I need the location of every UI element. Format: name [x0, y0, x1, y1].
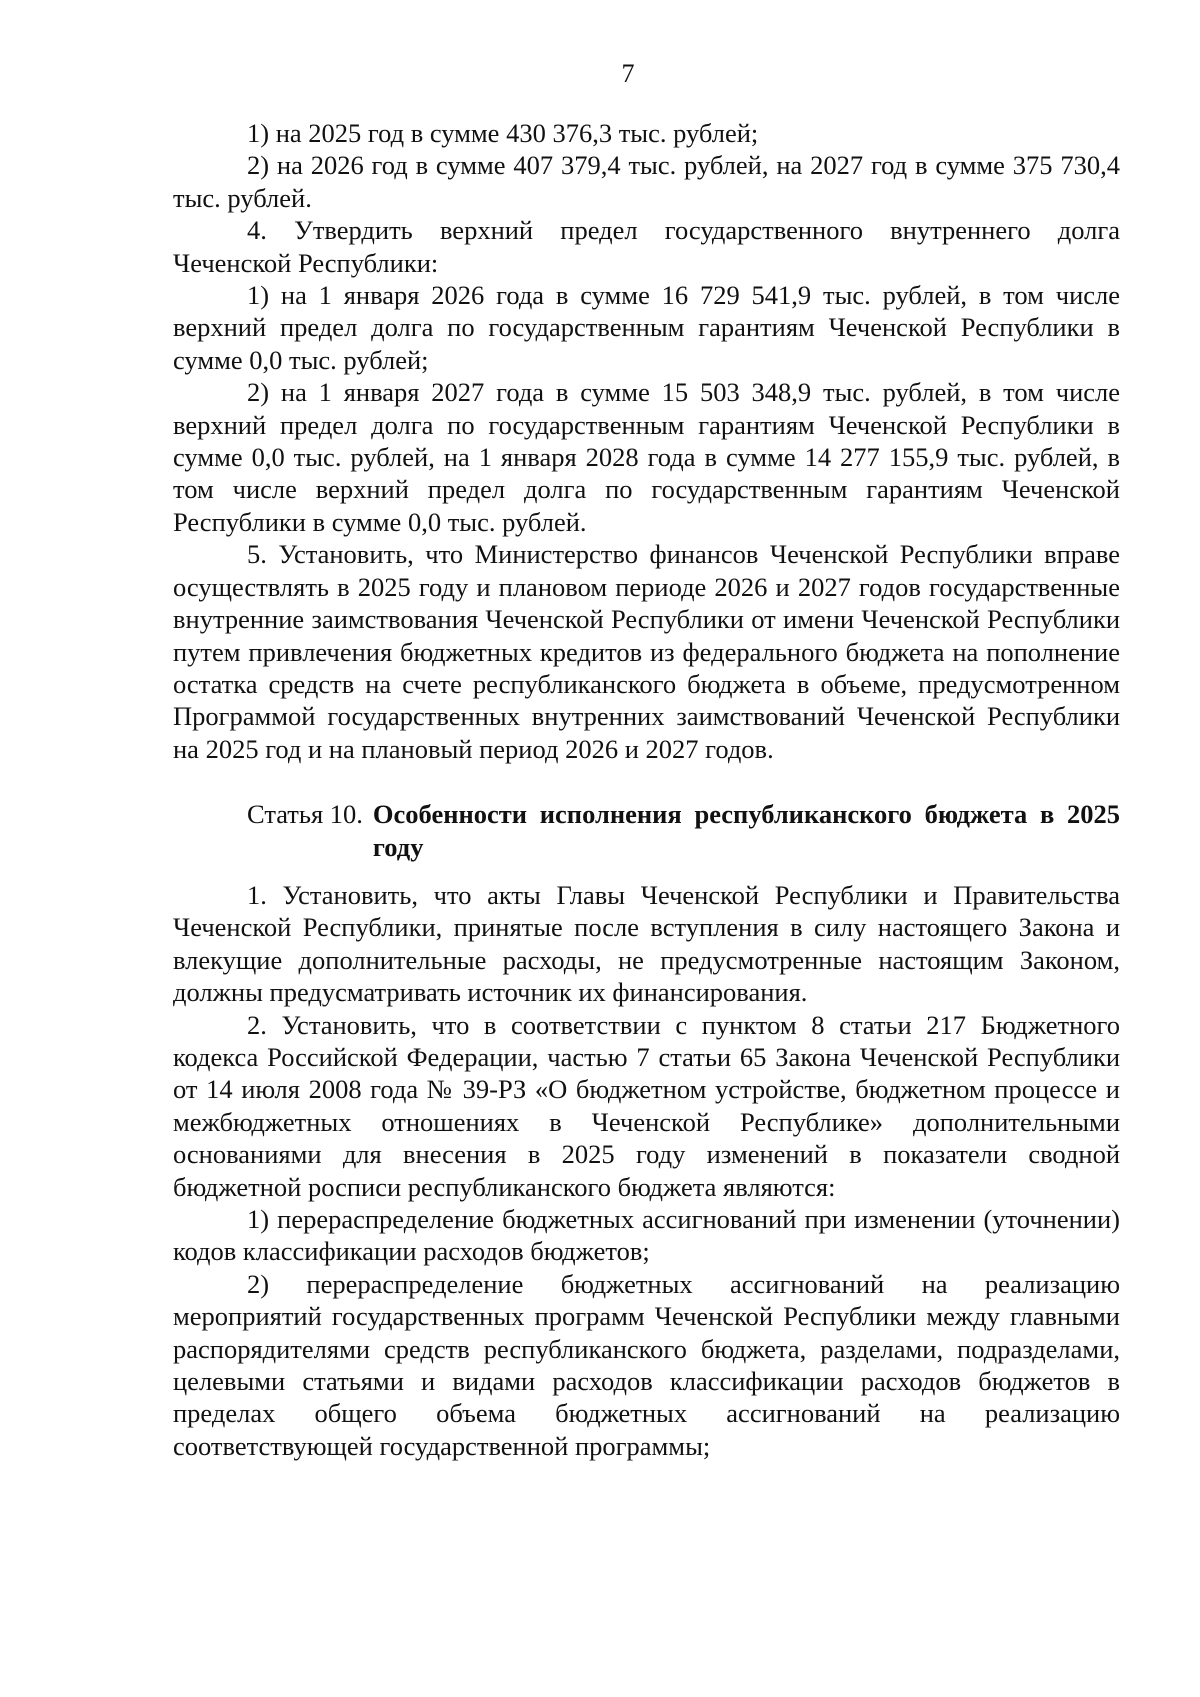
document-body	[173, 117, 1120, 1462]
paragraph-article-10-item-1: 1. Установить, что акты Главы Чеченской Республики и Правительства Чеченской Республики, принятые после вступления в силу настоящего Закона и влекущие дополнительные расходы, не предусмотренные настоящим Законом, должны предусматривать источник их финансирования.	[173, 879, 1120, 1008]
paragraph-subitem-2: 2) перераспределение бюджетных ассигнований на реализацию мероприятий государственных программ Чеченской Республики между главными распорядителями средств республиканского бюджета, разделами, подразделами, целевыми статьями и видами расходов классификации расходов бюджетов в пределах общего объема бюджетных ассигнований на реализацию соответствующей государственной программы;	[173, 1268, 1120, 1461]
paragraph-debt-2026: 1) на 1 января 2026 года в сумме 16 729 541,9 тыс. рублей, в том числе верхний предел долга по государственным гарантиям Чеченской Республики в сумме 0,0 тыс. рублей;	[173, 280, 1120, 375]
article-heading	[173, 798, 1120, 863]
article-label: Статья 10.	[247, 799, 363, 830]
paragraph-article-10-item-2: 2. Установить, что в соответствии с пунктом 8 статьи 217 Бюджетного кодекса Российской Федерации, частью 7 статьи 65 Закона Чеченской Республики от 14 июля 2008 года № 39-РЗ «О бюджетном устройстве, бюджетном процессе и межбюджетных отношениях в Чеченской Республике» дополнительными основаниями для внесения в 2025 году изменений в показатели сводной бюджетной росписи республиканского бюджета являются:	[173, 1009, 1120, 1202]
paragraph-debt-2027-2028: 2) на 1 января 2027 года в сумме 15 503 348,9 тыс. рублей, в том числе верхний предел долга по государственным гарантиям Чеченской Республики в сумме 0,0 тыс. рублей, на 1 января 2028 года в сумме 14 277 155,9 тыс. рублей, в том числе верхний предел долга по государственным гарантиям Чеченской Республики в сумме 0,0 тыс. рублей.	[173, 377, 1120, 537]
paragraph-item-4: 4. Утвердить верхний предел государственного внутреннего долга Чеченской Республики:	[173, 215, 1120, 278]
paragraph-subitem-1: 1) перераспределение бюджетных ассигнований при изменении (уточнении) кодов классификации расходов бюджетов;	[173, 1204, 1120, 1267]
article-title: Особенности исполнения республиканского бюджета в 2025 году	[372, 799, 1120, 862]
paragraph-limit-2025: 1) на 2025 год в сумме 430 376,3 тыс. рублей;	[247, 118, 759, 148]
paragraph-limit-2026-2027: 2) на 2026 год в сумме 407 379,4 тыс. рублей, на 2027 год в сумме 375 730,4 тыс. рублей.	[173, 150, 1120, 213]
paragraph-item-5: 5. Установить, что Министерство финансов Чеченской Республики вправе осуществлять в 2025 году и плановом периоде 2026 и 2027 годов государственные внутренние заимствования Чеченской Республики от имени Чеченской Республики путем привлечения бюджетных кредитов из федерального бюджета на пополнение остатка средств на счете республиканского бюджета в объеме, предусмотренном Программой государственных внутренних заимствований Чеченской Республики на 2025 год и на плановый период 2026 и 2027 годов.	[173, 539, 1120, 764]
page-number: 7	[621, 59, 635, 88]
